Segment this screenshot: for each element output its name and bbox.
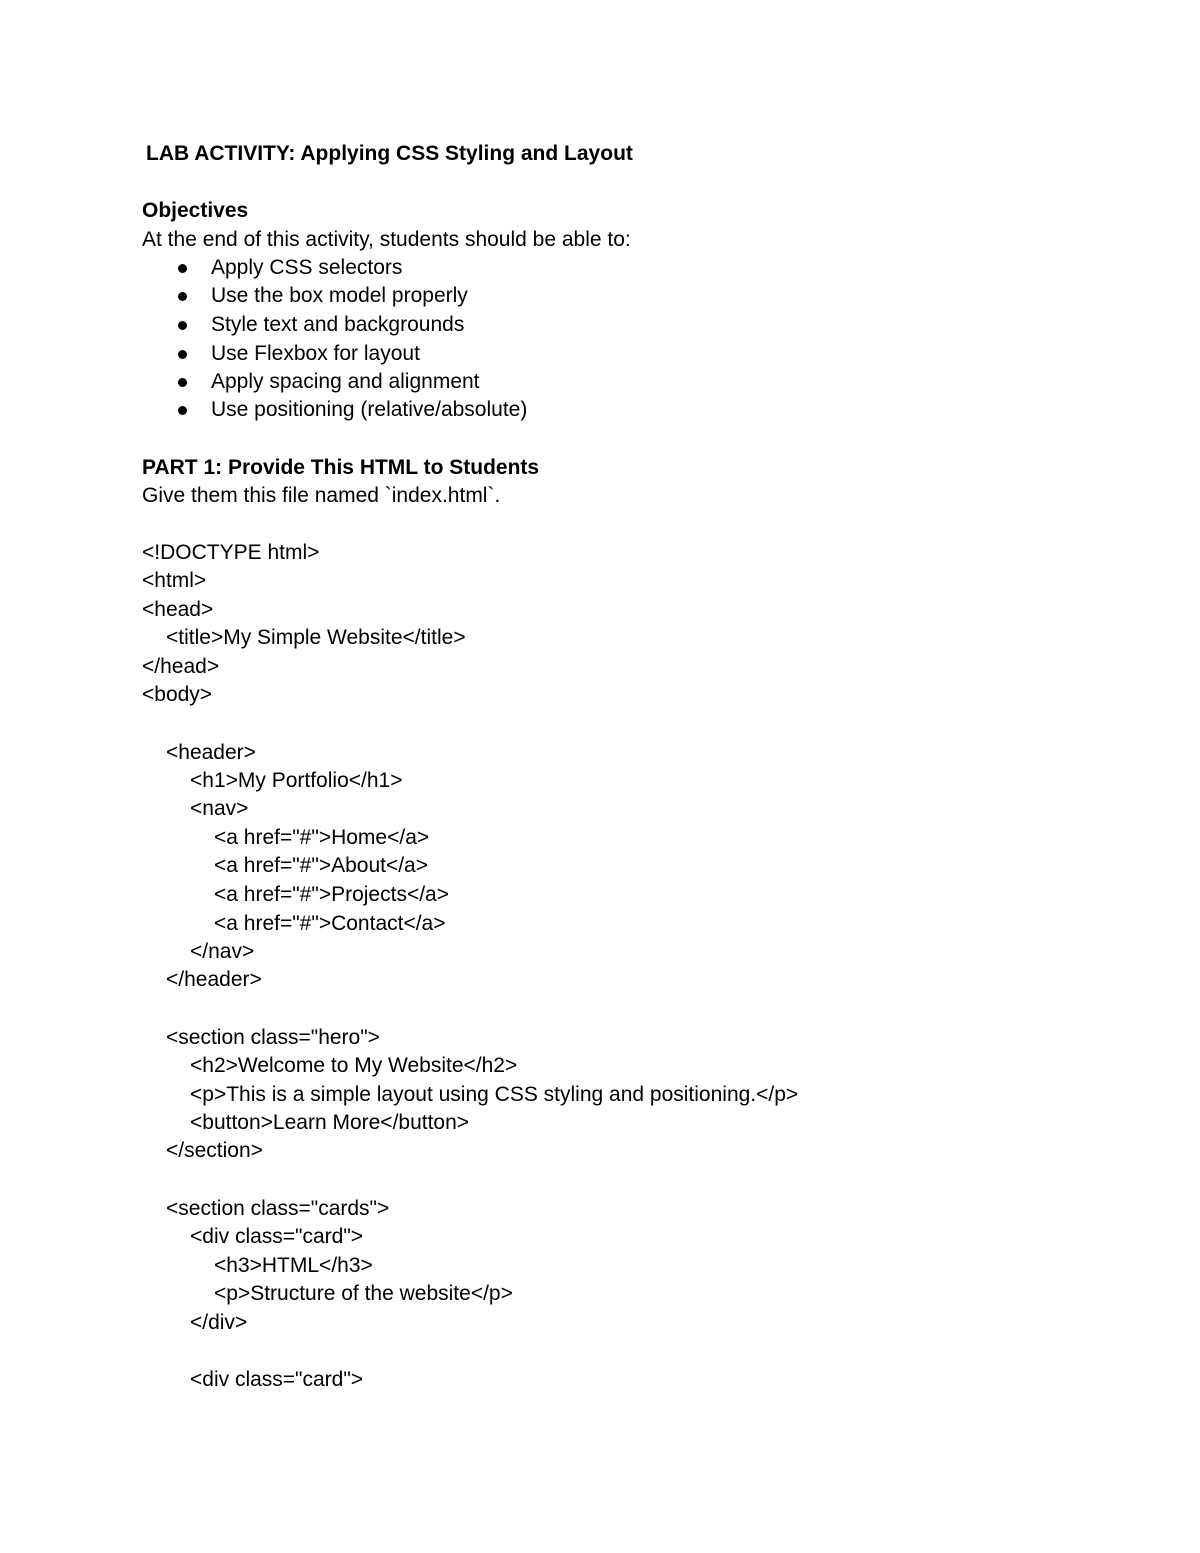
- bullet-icon: [178, 264, 187, 273]
- code-line: <h2>Welcome to My Website</h2>: [190, 1054, 518, 1077]
- part1-heading: PART 1: Provide This HTML to Students: [142, 456, 540, 479]
- code-line: </section>: [166, 1139, 263, 1162]
- objective-item-label: Use the box model properly: [211, 284, 468, 307]
- code-line: <section class="cards">: [166, 1197, 390, 1220]
- code-line: <html>: [142, 569, 207, 592]
- part1-intro: Give them this file named `index.html`.: [142, 484, 501, 507]
- objectives-intro: At the end of this activity, students should be able to:: [142, 228, 631, 251]
- code-line: <a href="#">Home</a>: [214, 826, 430, 849]
- document-title: LAB ACTIVITY: Applying CSS Styling and Layout: [146, 142, 633, 165]
- code-line: <title>My Simple Website</title>: [166, 626, 466, 649]
- code-line: <a href="#">Projects</a>: [214, 883, 449, 906]
- objective-item: [142, 254, 403, 282]
- objective-item: [142, 396, 528, 424]
- code-line: <button>Learn More</button>: [190, 1111, 470, 1134]
- code-line: <p>This is a simple layout using CSS styling and positioning.</p>: [190, 1083, 799, 1106]
- code-line: <body>: [142, 683, 213, 706]
- code-line: <p>Structure of the website</p>: [214, 1282, 513, 1305]
- objective-item-label: Apply CSS selectors: [211, 256, 403, 279]
- code-line: <h3>HTML</h3>: [214, 1254, 373, 1277]
- objective-item: [142, 368, 480, 396]
- bullet-icon: [178, 378, 187, 387]
- code-line: <div class="card">: [190, 1368, 364, 1391]
- objective-item-label: Use Flexbox for layout: [211, 342, 420, 365]
- objective-item-label: Style text and backgrounds: [211, 313, 465, 336]
- code-line: <nav>: [190, 797, 249, 820]
- code-line: <head>: [142, 598, 214, 621]
- code-line: <a href="#">Contact</a>: [214, 912, 446, 935]
- objective-item: [142, 340, 420, 368]
- code-line: </nav>: [190, 940, 255, 963]
- objective-item: [142, 311, 465, 339]
- code-line: <section class="hero">: [166, 1026, 380, 1049]
- objective-item-label: Apply spacing and alignment: [211, 370, 480, 393]
- bullet-icon: [178, 292, 187, 301]
- code-line: <h1>My Portfolio</h1>: [190, 769, 403, 792]
- code-line: <div class="card">: [190, 1225, 364, 1248]
- code-line: </head>: [142, 655, 220, 678]
- code-line: <!DOCTYPE html>: [142, 541, 320, 564]
- bullet-icon: [178, 406, 187, 415]
- bullet-icon: [178, 321, 187, 330]
- code-line: <header>: [166, 741, 256, 764]
- objective-item-label: Use positioning (relative/absolute): [211, 398, 528, 421]
- objectives-heading: Objectives: [142, 199, 249, 222]
- code-line: <a href="#">About</a>: [214, 854, 428, 877]
- code-line: </div>: [190, 1311, 248, 1334]
- bullet-icon: [178, 350, 187, 359]
- objective-item: [142, 282, 468, 310]
- code-line: </header>: [166, 968, 262, 991]
